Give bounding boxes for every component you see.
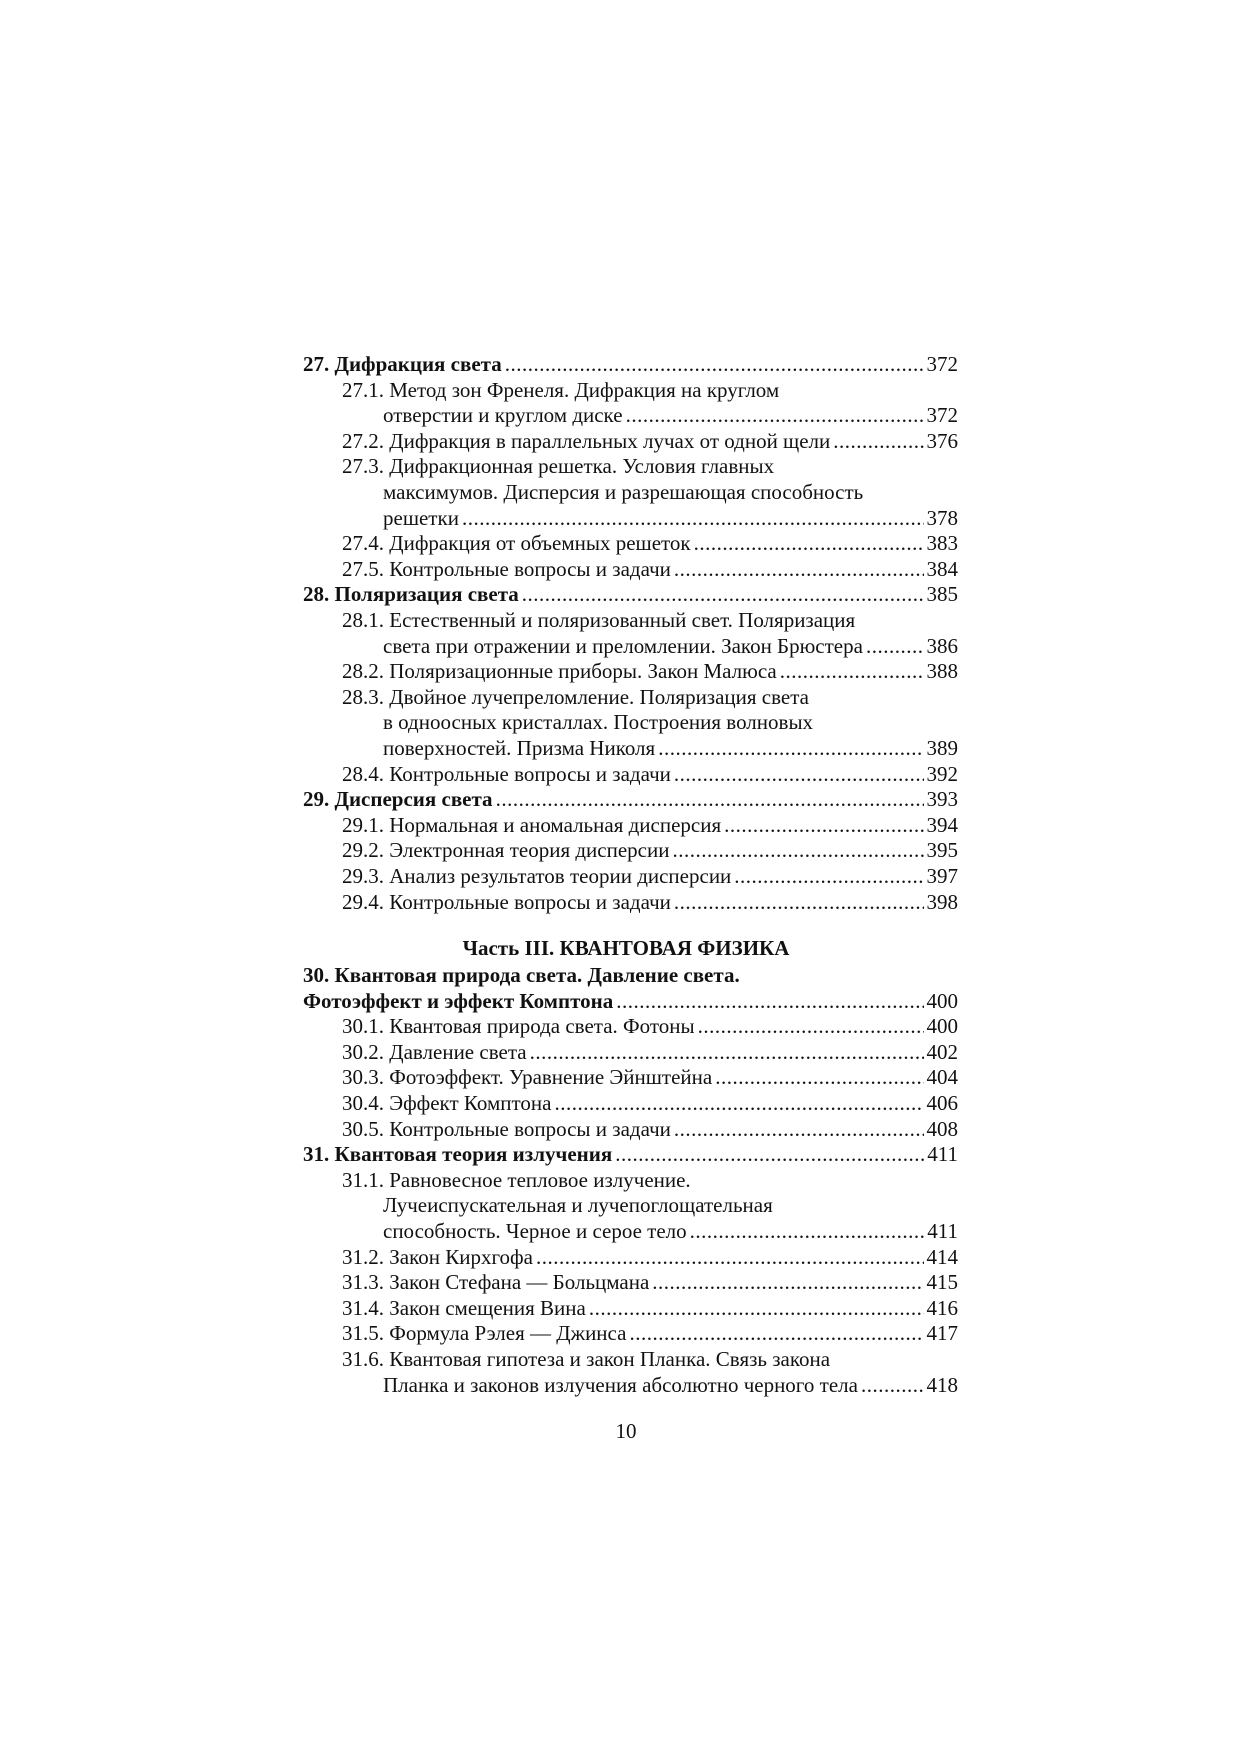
toc-section-line	[342, 762, 958, 787]
toc-entry-title: 30. Квантовая природа света. Давление света.	[303, 963, 740, 987]
dot-leader	[626, 403, 924, 428]
toc-section-line	[383, 736, 958, 761]
dot-leader	[674, 890, 924, 915]
toc-entry-title: 28.1. Естественный и поляризованный свет. Поляризация	[342, 608, 856, 632]
toc-entry-title: Фотоэффект и эффект Комптона	[303, 988, 614, 1013]
toc-section-line	[342, 1168, 691, 1193]
toc-page-number: 406	[926, 1091, 958, 1115]
toc-entry-title: 27.1. Метод зон Френеля. Дифракция на круглом	[342, 377, 780, 402]
toc-entry-title: 30.5. Контрольные вопросы и задачи	[342, 1116, 671, 1141]
toc-entry-title: 28. Поляризация света	[303, 582, 519, 607]
toc-section-line	[342, 378, 779, 403]
toc-page-number: 393	[926, 787, 958, 812]
toc-entry-title: 28.3. Двойное лучепреломление. Поляризация света	[342, 684, 809, 709]
dot-leader	[496, 787, 924, 812]
toc-section-line	[342, 1014, 958, 1039]
toc-page-number: 383	[926, 531, 958, 556]
toc-page-number: 402	[926, 1039, 958, 1064]
toc-entry-title: 31.5. Формула Рэлея — Джинса	[342, 1321, 627, 1346]
toc-section-line	[342, 1270, 958, 1295]
toc-page-number: 376	[926, 428, 958, 453]
toc-entry-title: поверхностей. Призма Николя	[383, 736, 656, 760]
toc-page-number: 417	[926, 1321, 958, 1346]
toc-section-line	[342, 531, 958, 556]
dot-leader	[536, 1245, 924, 1270]
dot-leader	[672, 838, 923, 863]
toc-entry-title: Лучеиспускательная и лучепоглощательная	[383, 1193, 773, 1218]
toc-entry-title: 29.4. Контрольные вопросы и задачи	[342, 889, 671, 914]
toc-entry-title: 29.3. Анализ результатов теории дисперсии	[342, 864, 732, 888]
dot-leader	[615, 1142, 924, 1167]
toc-entry-title: максимумов. Дисперсия и разрешающая способность	[383, 480, 864, 504]
toc-section-line	[342, 1117, 958, 1142]
toc-entry-title: 29.2. Электронная теория дисперсии	[342, 838, 670, 863]
toc-section-line	[342, 890, 958, 915]
toc-entry-title: 31.6. Квантовая гипотеза и закон Планка. Связь закона	[342, 1347, 831, 1371]
toc-entry-title: 31.4. Закон смещения Вина	[342, 1295, 586, 1320]
dot-leader	[462, 506, 924, 531]
toc-entry-title: 30.3. Фотоэффект. Уравнение Эйнштейна	[342, 1065, 713, 1090]
toc-page-number: 398	[926, 889, 958, 914]
toc-page-number: 414	[926, 1244, 958, 1269]
dot-leader	[734, 864, 923, 889]
toc-page-number: 415	[926, 1270, 958, 1295]
toc-section-line	[383, 1193, 773, 1218]
toc-page-number: 384	[926, 556, 958, 581]
toc-section-line	[383, 1373, 958, 1398]
toc-page-number: 395	[926, 838, 958, 863]
dot-leader	[530, 1040, 924, 1065]
toc-page-number: 388	[926, 659, 958, 684]
toc-entry-title: 28.4. Контрольные вопросы и задачи	[342, 761, 671, 786]
toc-entry-title: отверстии и круглом диске	[383, 403, 623, 428]
toc-section-line	[342, 813, 958, 838]
dot-leader	[629, 1321, 923, 1346]
toc-section-line	[383, 480, 863, 505]
dot-leader	[674, 557, 924, 582]
dot-leader	[833, 429, 923, 454]
toc-section-line	[342, 1321, 958, 1346]
toc-page-number: 386	[926, 633, 958, 658]
toc-section-line	[342, 864, 958, 889]
dot-leader	[616, 989, 923, 1014]
toc-page-number: 411	[927, 1142, 958, 1167]
toc-entry-title: в одноосных кристаллах. Построения волновых	[383, 710, 814, 735]
toc-entry-title: 31.3. Закон Стефана — Больцмана	[342, 1270, 650, 1295]
toc-entry-title: 31.1. Равновесное тепловое излучение.	[342, 1167, 691, 1192]
toc-page-number: 394	[926, 812, 958, 837]
toc-page-number: 416	[926, 1295, 958, 1320]
dot-leader	[505, 352, 924, 377]
toc-entry-title: 27. Дифракция света	[303, 352, 502, 376]
toc-page-number: 372	[926, 352, 958, 376]
toc-section-line	[342, 685, 809, 710]
toc-page-number: 378	[926, 505, 958, 530]
dot-leader	[554, 1091, 923, 1116]
dot-leader	[694, 531, 924, 556]
toc-section-line	[342, 838, 958, 863]
toc-section-line	[342, 557, 958, 582]
toc-entry-title: 28.2. Поляризационные приборы. Закон Малюса	[342, 659, 777, 684]
toc-chapter-line	[303, 582, 958, 607]
toc-section-line	[383, 403, 958, 428]
dot-leader	[658, 736, 923, 761]
toc-page-number: 408	[926, 1116, 958, 1141]
toc-page-number: 404	[926, 1065, 958, 1090]
toc-section-line	[342, 1347, 830, 1372]
toc-section-line	[383, 634, 958, 659]
toc-chapter-line	[303, 963, 740, 988]
toc-section-line	[383, 1219, 958, 1244]
toc-section-line	[342, 429, 958, 454]
dot-leader	[861, 1373, 924, 1398]
dot-leader	[866, 634, 924, 659]
toc-entry-title: 31.2. Закон Кирхгофа	[342, 1244, 533, 1269]
toc-page-number: 411	[927, 1219, 958, 1243]
toc-page-number: 397	[926, 864, 958, 888]
dot-leader	[715, 1065, 923, 1090]
toc-page-number: 400	[926, 988, 958, 1013]
toc-entry-title: 29. Дисперсия света	[303, 787, 493, 812]
toc-chapter-line	[303, 989, 958, 1014]
toc-chapter-line	[303, 1142, 958, 1167]
toc-section-line	[342, 1065, 958, 1090]
toc-entry-title: 31. Квантовая теория излучения	[303, 1142, 613, 1167]
toc-entry-title: 30.4. Эффект Комптона	[342, 1091, 552, 1115]
toc-chapter-line	[303, 352, 958, 377]
dot-leader	[522, 582, 924, 607]
toc-entry-title: 30.1. Квантовая природа света. Фотоны	[342, 1014, 695, 1039]
toc-entry-title: 27.3. Дифракционная решетка. Условия главных	[342, 454, 775, 479]
toc-page-number: 392	[926, 761, 958, 786]
toc-entry-title: света при отражении и преломлении. Закон Брюстера	[383, 633, 863, 658]
toc-entry-title: 30.2. Давление света	[342, 1039, 527, 1064]
dot-leader	[674, 1117, 924, 1142]
toc-section-line	[342, 1040, 958, 1065]
toc-section-line	[342, 1245, 958, 1270]
toc-entry-title: 27.5. Контрольные вопросы и задачи	[342, 556, 671, 581]
dot-leader	[589, 1296, 924, 1321]
dot-leader	[690, 1219, 925, 1244]
toc-chapter-line	[303, 787, 958, 812]
toc-entry-title: 29.1. Нормальная и аномальная дисперсия	[342, 812, 722, 837]
toc-page-number: 385	[926, 582, 958, 607]
toc-entry-title: 27.4. Дифракция от объемных решеток	[342, 531, 691, 556]
toc-section-line	[383, 506, 958, 531]
toc-section-line	[342, 1296, 958, 1321]
toc-entry-title: 27.2. Дифракция в параллельных лучах от одной щели	[342, 428, 831, 453]
toc-section-line	[342, 659, 958, 684]
toc-page-number: 389	[926, 736, 958, 760]
toc-entry-title: решетки	[383, 505, 459, 530]
toc-page-number: 400	[926, 1014, 958, 1039]
toc-section-line	[342, 454, 774, 479]
dot-leader	[652, 1270, 923, 1295]
dot-leader	[724, 813, 923, 838]
toc-section-line	[342, 1091, 958, 1116]
toc-entry-title: способность. Черное и серое тело	[383, 1219, 687, 1243]
toc-section-line	[383, 710, 813, 735]
toc-section-line	[342, 608, 855, 633]
dot-leader	[780, 659, 924, 684]
toc-page-number: 372	[926, 403, 958, 428]
page-number: 10	[615, 1419, 637, 1443]
toc-page-number: 418	[926, 1372, 958, 1397]
dot-leader	[674, 762, 924, 787]
part-title: Часть III. КВАНТОВАЯ ФИЗИКА	[462, 936, 790, 960]
toc-entry-title: Планка и законов излучения абсолютно черного тела	[383, 1372, 858, 1397]
dot-leader	[698, 1014, 924, 1039]
